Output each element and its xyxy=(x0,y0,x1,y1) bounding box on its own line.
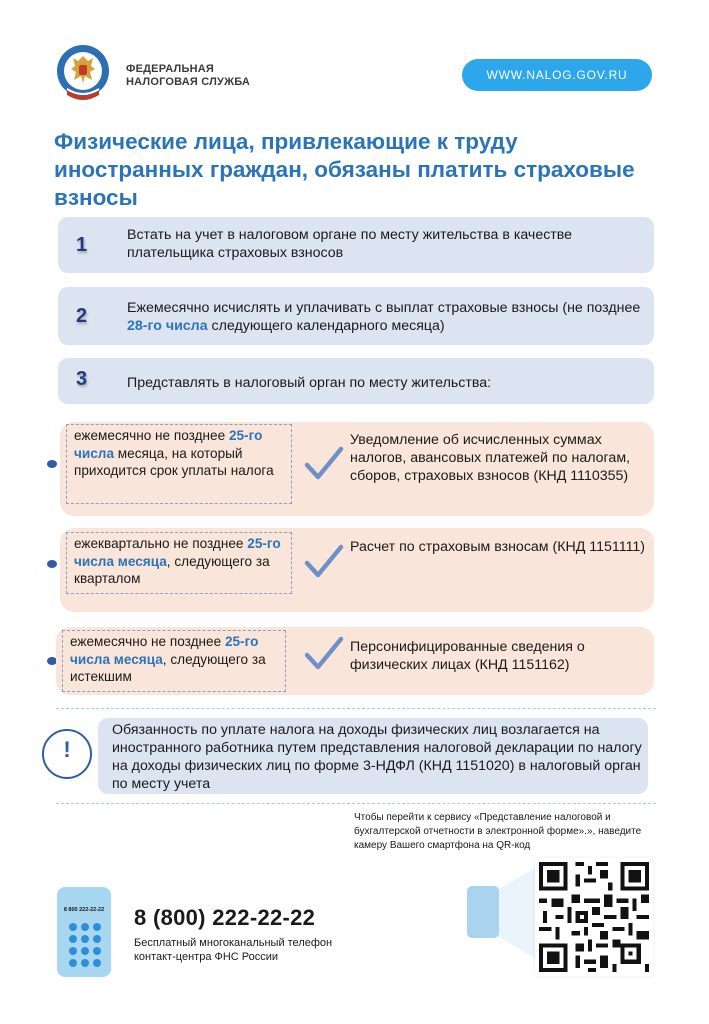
step-text-part: Ежемесячно исчислять и уплачивать с выплат страховые взносы (не позднее xyxy=(127,300,641,316)
step-number: 1 xyxy=(76,234,88,256)
step-text-part: следующего календарного месяца) xyxy=(207,318,445,334)
deadline-term xyxy=(66,424,292,504)
notice-text: Обязанность по уплате налога на доходы физических лиц возлагается на иностранного работника путем представления налоговой декларации по налогу на доходы физических лиц по форме 3-НДФЛ (КНД 1151020) в налоговый орган по месту учета xyxy=(112,722,642,792)
term-part: , следующего за кварталом xyxy=(74,553,270,586)
website-link-button[interactable]: WWW.NALOG.GOV.RU xyxy=(462,59,652,91)
step-number: 3 xyxy=(76,368,88,390)
step-text: Представлять в налоговый орган по месту жительства: xyxy=(127,375,492,391)
checkmark-icon xyxy=(304,446,344,482)
org-name-line1: ФЕДЕРАЛЬНАЯ xyxy=(126,63,214,75)
term-part: месяца, на который приходится срок уплаты налога xyxy=(74,445,274,478)
exclamation-mark: ! xyxy=(63,737,71,762)
hotline-description: Бесплатный многоканальный телефон контакт-центра ФНС России xyxy=(134,937,333,963)
step-card-1 xyxy=(58,217,654,273)
qr-caption: Чтобы перейти к сервису «Представление налоговой и бухгалтерской отчетности в электронной форме».», наведите камеру Вашего смартфона на QR-код xyxy=(354,812,642,851)
term-part: ежеквартально не позднее xyxy=(74,536,248,551)
term-part: ежемесячно не позднее xyxy=(70,634,225,649)
checkmark-icon xyxy=(304,544,344,580)
step-text: Встать на учет в налоговом органе по месту жительства в качестве плательщика страховых взносов xyxy=(127,227,573,261)
exclamation-icon xyxy=(42,729,92,779)
org-name xyxy=(126,63,250,89)
deadline-highlight: 28-го числа xyxy=(127,318,208,334)
phone-keypad-icon xyxy=(57,887,111,977)
report-document: Расчет по страховым взносам (КНД 1151111) xyxy=(350,539,646,555)
term-highlight: 25-го числа месяца xyxy=(70,634,259,667)
step-number: 2 xyxy=(76,305,88,327)
qr-code[interactable] xyxy=(535,858,653,976)
fns-emblem-icon xyxy=(55,43,111,103)
step-card-2 xyxy=(58,287,654,345)
report-card-2 xyxy=(60,528,654,612)
hotline-phone-number[interactable]: 8 (800) 222-22-22 xyxy=(134,905,316,930)
step-text xyxy=(127,299,647,335)
bullet-dot xyxy=(47,560,57,568)
term-part: ежемесячно не позднее xyxy=(74,428,229,443)
phone-screen-number: 8 800 222-22-22 xyxy=(63,907,105,913)
report-document: Уведомление об исчисленных суммах налогов, авансовых платежей по налогам, сборов, страховых взносов (КНД 1110355) xyxy=(350,432,631,484)
page-title: Физические лица, привлекающие к труду иностранных граждан, обязаны платить страховые взносы xyxy=(54,129,635,210)
report-card-1 xyxy=(60,422,654,516)
keypad xyxy=(69,923,101,967)
dashed-divider xyxy=(56,803,656,804)
deadline-term xyxy=(66,532,292,594)
checkmark-icon xyxy=(304,636,344,672)
step-card-3 xyxy=(58,358,654,404)
notice-box xyxy=(98,718,648,794)
bullet-dot xyxy=(47,460,57,468)
deadline-term xyxy=(62,630,286,692)
smartphone-icon xyxy=(467,886,499,938)
term-part: , следующего за истекшим xyxy=(70,651,266,684)
qr-code-pattern-icon xyxy=(535,858,653,976)
org-name-line2: НАЛОГОВАЯ СЛУЖБА xyxy=(126,76,251,88)
report-card-3 xyxy=(56,627,654,695)
dashed-divider xyxy=(56,708,656,709)
term-highlight: 25-го числа xyxy=(74,428,263,461)
term-highlight: 25-го числа месяца xyxy=(74,536,281,569)
report-document: Персонифицированные сведения о физических лицах (КНД 1151162) xyxy=(350,639,585,673)
